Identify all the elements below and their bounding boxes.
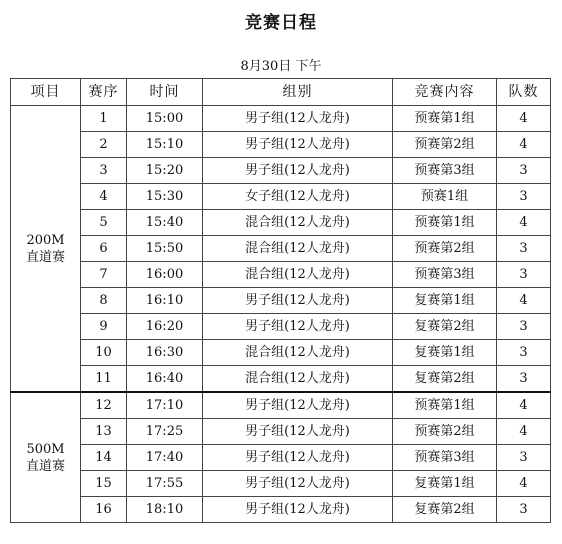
table-row	[11, 314, 551, 340]
teams-cell: 4	[497, 419, 551, 445]
teams-cell: 4	[497, 210, 551, 236]
content-cell: 预赛第2组	[393, 132, 497, 158]
group-cell: 男子组(12人龙舟)	[203, 497, 393, 523]
event-distance: 500M	[26, 441, 65, 457]
content-cell: 复赛第1组	[393, 340, 497, 366]
schedule-table	[10, 78, 551, 523]
table-row	[11, 392, 551, 419]
event-cell-200m	[11, 106, 81, 393]
group-cell: 混合组(12人龙舟)	[203, 236, 393, 262]
order-cell: 2	[81, 132, 127, 158]
table-row	[11, 236, 551, 262]
group-cell: 男子组(12人龙舟)	[203, 158, 393, 184]
header-event: 项目	[11, 79, 81, 106]
group-cell: 混合组(12人龙舟)	[203, 262, 393, 288]
group-cell: 男子组(12人龙舟)	[203, 419, 393, 445]
teams-cell: 3	[497, 158, 551, 184]
group-cell: 男子组(12人龙舟)	[203, 392, 393, 419]
table-row	[11, 158, 551, 184]
content-cell: 预赛第3组	[393, 262, 497, 288]
teams-cell: 4	[497, 288, 551, 314]
time-cell: 17:55	[127, 471, 203, 497]
time-cell: 17:40	[127, 445, 203, 471]
content-cell: 复赛第2组	[393, 314, 497, 340]
header-order: 赛序	[81, 79, 127, 106]
group-cell: 男子组(12人龙舟)	[203, 445, 393, 471]
teams-cell: 3	[497, 366, 551, 393]
order-cell: 14	[81, 445, 127, 471]
table-row	[11, 184, 551, 210]
content-cell: 预赛1组	[393, 184, 497, 210]
table-row	[11, 497, 551, 523]
teams-cell: 4	[497, 392, 551, 419]
order-cell: 7	[81, 262, 127, 288]
teams-cell: 4	[497, 106, 551, 132]
content-cell: 预赛第2组	[393, 236, 497, 262]
table-row	[11, 210, 551, 236]
order-cell: 4	[81, 184, 127, 210]
content-cell: 预赛第1组	[393, 210, 497, 236]
teams-cell: 3	[497, 445, 551, 471]
time-cell: 15:00	[127, 106, 203, 132]
order-cell: 6	[81, 236, 127, 262]
table-row	[11, 445, 551, 471]
schedule-body	[11, 106, 551, 523]
order-cell: 12	[81, 392, 127, 419]
time-cell: 15:40	[127, 210, 203, 236]
table-row	[11, 106, 551, 132]
table-row	[11, 132, 551, 158]
order-cell: 8	[81, 288, 127, 314]
header-row	[11, 79, 551, 106]
content-cell: 预赛第2组	[393, 419, 497, 445]
group-cell: 男子组(12人龙舟)	[203, 471, 393, 497]
teams-cell: 3	[497, 236, 551, 262]
order-cell: 15	[81, 471, 127, 497]
content-cell: 复赛第1组	[393, 471, 497, 497]
teams-cell: 4	[497, 471, 551, 497]
time-cell: 17:25	[127, 419, 203, 445]
header-time: 时间	[127, 79, 203, 106]
time-cell: 15:20	[127, 158, 203, 184]
time-cell: 16:10	[127, 288, 203, 314]
time-cell: 15:50	[127, 236, 203, 262]
order-cell: 13	[81, 419, 127, 445]
event-type: 直道赛	[25, 249, 65, 265]
group-cell: 混合组(12人龙舟)	[203, 210, 393, 236]
time-cell: 15:30	[127, 184, 203, 210]
order-cell: 1	[81, 106, 127, 132]
order-cell: 16	[81, 497, 127, 523]
date-subtitle: 8月30日 下午	[240, 59, 322, 74]
order-cell: 5	[81, 210, 127, 236]
time-cell: 16:30	[127, 340, 203, 366]
time-cell: 15:10	[127, 132, 203, 158]
event-cell-500m	[11, 392, 81, 523]
group-cell: 男子组(12人龙舟)	[203, 132, 393, 158]
table-row	[11, 288, 551, 314]
teams-cell: 3	[497, 314, 551, 340]
teams-cell: 3	[497, 497, 551, 523]
group-cell: 男子组(12人龙舟)	[203, 106, 393, 132]
event-type: 直道赛	[25, 458, 65, 474]
order-cell: 3	[81, 158, 127, 184]
content-cell: 预赛第1组	[393, 106, 497, 132]
event-distance: 200M	[26, 232, 65, 248]
time-cell: 16:20	[127, 314, 203, 340]
time-cell: 16:00	[127, 262, 203, 288]
header-teams: 队数	[497, 79, 551, 106]
content-cell: 预赛第1组	[393, 392, 497, 419]
group-cell: 男子组(12人龙舟)	[203, 288, 393, 314]
time-cell: 18:10	[127, 497, 203, 523]
group-cell: 混合组(12人龙舟)	[203, 340, 393, 366]
group-cell: 混合组(12人龙舟)	[203, 366, 393, 393]
order-cell: 11	[81, 366, 127, 393]
header-group: 组别	[203, 79, 393, 106]
table-row	[11, 419, 551, 445]
content-cell: 复赛第1组	[393, 288, 497, 314]
content-cell: 预赛第3组	[393, 158, 497, 184]
content-cell: 预赛第3组	[393, 445, 497, 471]
page-title: 竞赛日程	[245, 13, 317, 33]
order-cell: 9	[81, 314, 127, 340]
time-cell: 17:10	[127, 392, 203, 419]
table-row	[11, 366, 551, 393]
table-row	[11, 471, 551, 497]
content-cell: 复赛第2组	[393, 497, 497, 523]
teams-cell: 3	[497, 340, 551, 366]
time-cell: 16:40	[127, 366, 203, 393]
teams-cell: 3	[497, 184, 551, 210]
table-row	[11, 262, 551, 288]
table-row	[11, 340, 551, 366]
header-content: 竞赛内容	[393, 79, 497, 106]
group-cell: 男子组(12人龙舟)	[203, 314, 393, 340]
content-cell: 复赛第2组	[393, 366, 497, 393]
order-cell: 10	[81, 340, 127, 366]
teams-cell: 3	[497, 262, 551, 288]
teams-cell: 4	[497, 132, 551, 158]
group-cell: 女子组(12人龙舟)	[203, 184, 393, 210]
